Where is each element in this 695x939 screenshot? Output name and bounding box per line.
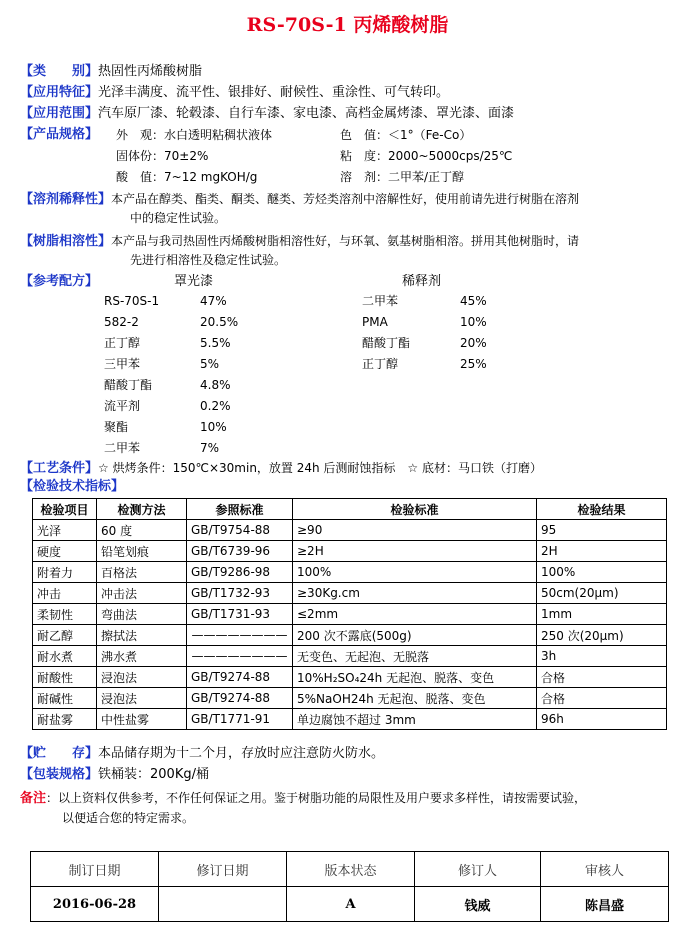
table-cell: 光泽 — [33, 520, 97, 541]
formula-item-pct: 0.2% — [200, 399, 231, 413]
table-cell: 弯曲法 — [97, 604, 187, 625]
scope-label: 【应用范围】 — [20, 106, 99, 121]
features-row — [20, 83, 449, 103]
formula-item-pct: 7% — [200, 441, 220, 455]
spec-viscosity: 粘 度：2000~5000cps/25℃ — [340, 149, 513, 163]
note-text-1: ：以上资料仅供参考，不作任何保证之用。鉴于树脂功能的局限性及用户要求多样性，请按需要试验， — [46, 791, 587, 805]
spec-solids: 固体份：70±2% — [116, 149, 209, 163]
table-cell: 3h — [537, 646, 667, 667]
formula-item-name: 二甲苯 — [104, 441, 141, 455]
formula-item-name: 三甲苯 — [104, 357, 141, 371]
table-cell: 百格法 — [97, 562, 187, 583]
table-cell: 250 次(20μm) — [537, 625, 667, 646]
tech-label: 【检验技术指标】 — [20, 479, 125, 494]
table-row — [31, 887, 669, 922]
table-cell: ———————— — [187, 646, 293, 667]
column-header: 版本状态 — [287, 852, 415, 887]
column-header: 检测方法 — [97, 499, 187, 520]
compat-text-1: 本产品与我司热固性丙烯酸树脂相溶性好，与环氧、氨基树脂相溶。拼用其他树脂时，请 — [111, 234, 580, 248]
dilution-text-1: 本产品在醇类、酯类、酮类、醚类、芳烃类溶剂中溶解性好，使用前请先进行树脂在溶剂 — [111, 192, 580, 206]
process-row — [20, 458, 542, 479]
table-cell: 60 度 — [97, 520, 187, 541]
formula-label-row — [20, 272, 98, 292]
formula-item-pct: 20% — [460, 336, 487, 350]
formula-clear-title: 罩光漆 — [174, 274, 214, 289]
table-cell: GB/T1732-93 — [187, 583, 293, 604]
note-label: 备注 — [20, 791, 47, 806]
column-header: 检验项目 — [33, 499, 97, 520]
category-row — [20, 62, 202, 82]
column-header: 修订日期 — [159, 852, 287, 887]
table-cell: 冲击 — [33, 583, 97, 604]
formula-item-name: PMA — [362, 315, 388, 329]
formula-item-name: 醋酸丁酯 — [104, 378, 153, 392]
formula-label: 【参考配方】 — [20, 274, 99, 289]
table-row — [33, 709, 667, 730]
table-cell: 附着力 — [33, 562, 97, 583]
table-header-row — [31, 852, 669, 887]
column-header: 检验结果 — [537, 499, 667, 520]
spec-acid: 酸 值：7~12 mgKOH/g — [116, 170, 258, 184]
table-cell: 擦拭法 — [97, 625, 187, 646]
formula-item-pct: 47% — [200, 294, 227, 308]
table-cell: 100% — [537, 562, 667, 583]
column-header: 检验标准 — [293, 499, 537, 520]
table-cell: 浸泡法 — [97, 667, 187, 688]
column-header: 制订日期 — [31, 852, 159, 887]
table-row — [33, 646, 667, 667]
scope-row — [20, 104, 514, 124]
formula-item-name: RS-70S-1 — [104, 294, 160, 308]
page-title: RS-70S-1 丙烯酸树脂 — [246, 14, 449, 36]
formula-item-pct: 5% — [200, 357, 220, 371]
formula-item-name: 正丁醇 — [362, 357, 399, 371]
table-cell: 合格 — [537, 667, 667, 688]
table-header-row — [33, 499, 667, 520]
table-cell: GB/T9754-88 — [187, 520, 293, 541]
spec-solvent: 溶 剂：二甲苯/正丁醇 — [340, 170, 465, 184]
table-cell: A — [287, 887, 415, 922]
formula-item-name: 流平剂 — [104, 399, 141, 413]
table-cell: 5%NaOH24h 无起泡、脱落、变色 — [293, 688, 537, 709]
formula-item-name: 醋酸丁酯 — [362, 336, 411, 350]
table-row — [33, 541, 667, 562]
formula-item-pct: 10% — [460, 315, 487, 329]
table-cell: 柔韧性 — [33, 604, 97, 625]
table-cell: GB/T6739-96 — [187, 541, 293, 562]
specs-label: 【产品规格】 — [20, 127, 99, 142]
dilution-label: 【溶剂稀释性】 — [20, 192, 112, 207]
table-cell: GB/T1771-91 — [187, 709, 293, 730]
table-row — [33, 625, 667, 646]
table-row — [33, 583, 667, 604]
storage-row — [20, 744, 384, 764]
table-cell: ≥30Kg.cm — [293, 583, 537, 604]
table-cell: 95 — [537, 520, 667, 541]
formula-item-pct: 5.5% — [200, 336, 231, 350]
category-label: 【类 别】 — [20, 64, 99, 79]
features-label: 【应用特征】 — [20, 85, 99, 100]
table-cell: 200 次不露底(500g) — [293, 625, 537, 646]
table-cell: 10%H₂SO₄24h 无起泡、脱落、变色 — [293, 667, 537, 688]
table-cell: 沸水煮 — [97, 646, 187, 667]
table-row — [33, 604, 667, 625]
formula-item-pct: 4.8% — [200, 378, 231, 392]
table-cell: 2016-06-28 — [31, 887, 159, 922]
spec-appearance: 外 观：水白透明粘稠状液体 — [116, 128, 273, 142]
table-cell: GB/T1731-93 — [187, 604, 293, 625]
table-cell: 钱威 — [415, 887, 541, 922]
table-cell: 陈昌盛 — [541, 887, 669, 922]
formula-item-pct: 20.5% — [200, 315, 239, 329]
table-cell: 单边腐蚀不超过 3mm — [293, 709, 537, 730]
table-cell: ≤2mm — [293, 604, 537, 625]
package-label: 【包装规格】 — [20, 767, 99, 782]
table-cell: 硬度 — [33, 541, 97, 562]
table-cell: 50cm(20μm) — [537, 583, 667, 604]
formula-item-pct: 10% — [200, 420, 227, 434]
table-cell: GB/T9274-88 — [187, 667, 293, 688]
table-cell — [159, 887, 287, 922]
table-cell: 耐水煮 — [33, 646, 97, 667]
spec-color: 色 值：＜1°（Fe-Co） — [340, 128, 472, 142]
package-row — [20, 765, 209, 785]
table-cell: 铅笔划痕 — [97, 541, 187, 562]
scope-value: 汽车原厂漆、轮毂漆、自行车漆、家电漆、高档金属烤漆、罩光漆、面漆 — [98, 106, 515, 121]
formula-item-pct: 25% — [460, 357, 487, 371]
dilution-text-2: 中的稳定性试验。 — [130, 211, 227, 225]
package-value: 铁桶装：200Kg/桶 — [98, 767, 209, 782]
formula-item-pct: 45% — [460, 294, 487, 308]
revision-table — [30, 851, 669, 922]
formula-item-name: 正丁醇 — [104, 336, 141, 350]
formula-item-name: 二甲苯 — [362, 294, 399, 308]
column-header: 审核人 — [541, 852, 669, 887]
table-cell: 耐酸性 — [33, 667, 97, 688]
storage-value: 本品储存期为十二个月，存放时应注意防火防水。 — [98, 746, 385, 761]
table-cell: 合格 — [537, 688, 667, 709]
note-text-2: 以便适合您的特定需求。 — [62, 811, 195, 825]
formula-item-name: 582-2 — [104, 315, 139, 329]
tech-spec-table — [32, 498, 667, 730]
compat-text-2: 先进行相溶性及稳定性试验。 — [130, 253, 287, 267]
table-cell: 中性盐雾 — [97, 709, 187, 730]
table-cell: ———————— — [187, 625, 293, 646]
table-cell: 耐乙醇 — [33, 625, 97, 646]
table-cell: ≥2H — [293, 541, 537, 562]
tech-label-row — [20, 477, 124, 497]
table-cell: 浸泡法 — [97, 688, 187, 709]
process-label: 【工艺条件】 — [20, 461, 99, 476]
table-cell: 2H — [537, 541, 667, 562]
table-row — [33, 562, 667, 583]
table-cell: 耐盐雾 — [33, 709, 97, 730]
compat-label: 【树脂相溶性】 — [20, 234, 112, 249]
formula-item-name: 聚酯 — [104, 420, 129, 434]
features-value: 光泽丰满度、流平性、银排好、耐候性、重涂性、可气转印。 — [98, 85, 450, 100]
note-row — [20, 788, 586, 809]
table-cell: GB/T9274-88 — [187, 688, 293, 709]
table-cell: 无变色、无起泡、无脱落 — [293, 646, 537, 667]
category-value: 热固性丙烯酸树脂 — [98, 64, 203, 79]
specs-label-row — [20, 125, 98, 145]
column-header: 修订人 — [415, 852, 541, 887]
table-cell: 100% — [293, 562, 537, 583]
storage-label: 【贮 存】 — [20, 746, 99, 761]
table-cell: 1mm — [537, 604, 667, 625]
table-cell: 耐碱性 — [33, 688, 97, 709]
table-cell: ≥90 — [293, 520, 537, 541]
table-row — [33, 688, 667, 709]
dilution-row — [20, 189, 579, 210]
column-header: 参照标准 — [187, 499, 293, 520]
table-row — [33, 667, 667, 688]
table-cell: 96h — [537, 709, 667, 730]
formula-thinner-title: 稀释剂 — [402, 274, 442, 289]
compat-row — [20, 231, 579, 252]
table-row — [33, 520, 667, 541]
table-cell: GB/T9286-98 — [187, 562, 293, 583]
table-cell: 冲击法 — [97, 583, 187, 604]
process-value: ☆ 烘烤条件：150℃×30min，放置 24h 后测耐蚀指标 ☆ 底材：马口铁（打磨） — [98, 461, 543, 475]
